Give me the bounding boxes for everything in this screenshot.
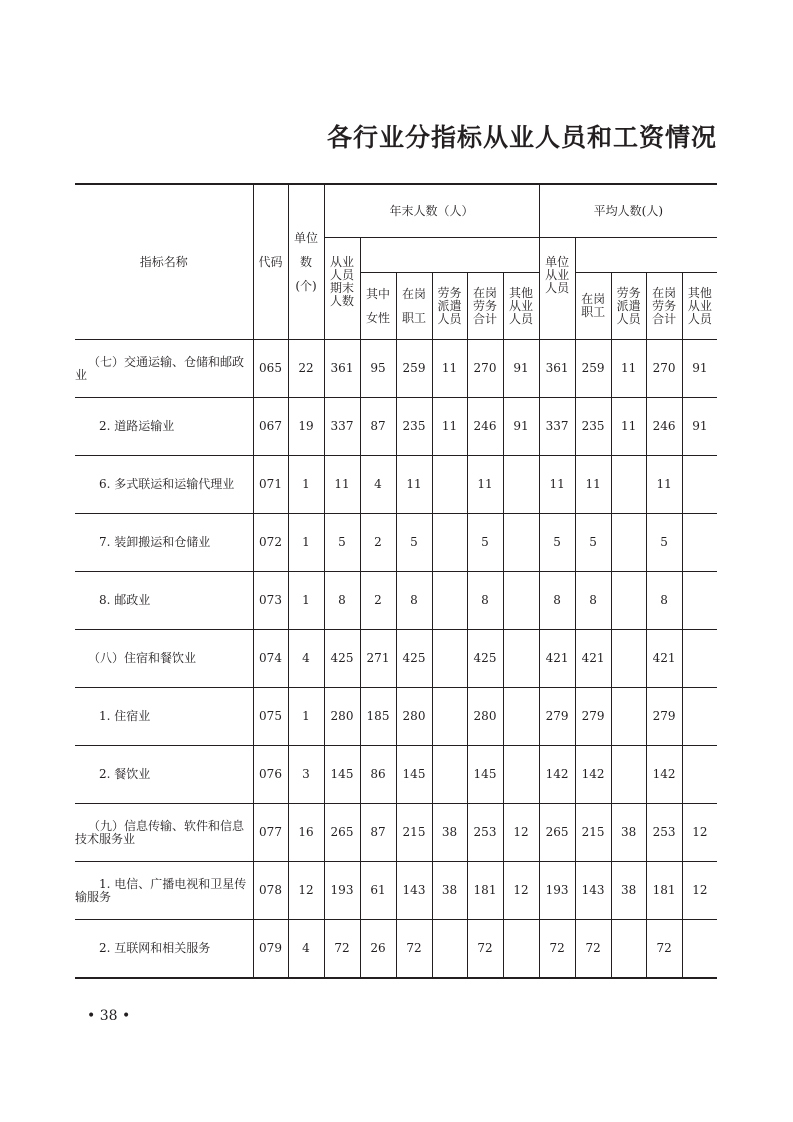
row-value xyxy=(432,746,467,804)
row-value: 12 xyxy=(682,862,717,920)
row-value xyxy=(611,572,646,630)
row-code: 071 xyxy=(253,456,288,514)
header-units-line: 单位 xyxy=(293,231,318,245)
row-units: 12 xyxy=(288,862,324,920)
row-name: 7. 装卸搬运和仓储业 xyxy=(75,514,253,572)
row-units: 4 xyxy=(288,630,324,688)
row-value: 337 xyxy=(539,398,575,456)
row-units: 3 xyxy=(288,746,324,804)
row-value: 181 xyxy=(467,862,503,920)
header-name: 指标名称 xyxy=(75,184,253,340)
row-code: 075 xyxy=(253,688,288,746)
row-value xyxy=(503,920,539,979)
row-value xyxy=(432,920,467,979)
row-value: 11 xyxy=(467,456,503,514)
row-value: 270 xyxy=(646,340,682,398)
row-value: 38 xyxy=(611,804,646,862)
row-value: 5 xyxy=(646,514,682,572)
row-code: 073 xyxy=(253,572,288,630)
row-value: 12 xyxy=(503,804,539,862)
row-value: 4 xyxy=(360,456,396,514)
row-value: 145 xyxy=(396,746,432,804)
header-col-label: 单位 从业 人员 xyxy=(545,255,570,295)
row-value: 421 xyxy=(575,630,611,688)
row-value: 361 xyxy=(324,340,360,398)
row-value xyxy=(503,572,539,630)
row-value: 143 xyxy=(396,862,432,920)
row-units: 1 xyxy=(288,572,324,630)
table-row xyxy=(75,746,717,804)
row-value: 425 xyxy=(324,630,360,688)
row-value: 72 xyxy=(539,920,575,979)
row-value: 11 xyxy=(539,456,575,514)
row-value: 26 xyxy=(360,920,396,979)
table-row xyxy=(75,456,717,514)
header-year-end-group: 年末人数（人） xyxy=(324,184,539,238)
header-col xyxy=(682,273,717,340)
table-row xyxy=(75,630,717,688)
row-value: 38 xyxy=(432,804,467,862)
row-code: 067 xyxy=(253,398,288,456)
row-value: 91 xyxy=(503,340,539,398)
row-value xyxy=(682,514,717,572)
header-col xyxy=(467,273,503,340)
row-units: 1 xyxy=(288,514,324,572)
table-row xyxy=(75,514,717,572)
row-value: 11 xyxy=(396,456,432,514)
header-col xyxy=(539,238,575,340)
row-value xyxy=(611,456,646,514)
page-number: • 38 • xyxy=(87,1008,131,1024)
row-value: 279 xyxy=(646,688,682,746)
row-value: 86 xyxy=(360,746,396,804)
row-value: 235 xyxy=(575,398,611,456)
header-col xyxy=(432,273,467,340)
row-value: 246 xyxy=(467,398,503,456)
row-value xyxy=(503,746,539,804)
row-name: 2. 餐饮业 xyxy=(75,746,253,804)
page-title: 各行业分指标从业人员和工资情况 xyxy=(326,123,717,152)
row-value: 91 xyxy=(503,398,539,456)
row-value: 11 xyxy=(432,398,467,456)
header-col xyxy=(575,273,611,340)
row-units: 1 xyxy=(288,456,324,514)
row-value: 11 xyxy=(646,456,682,514)
header-units-line: (个) xyxy=(295,279,317,293)
header-code: 代码 xyxy=(253,184,288,340)
header-spacer xyxy=(575,238,717,273)
row-value xyxy=(682,572,717,630)
row-value xyxy=(503,630,539,688)
row-value: 91 xyxy=(682,340,717,398)
row-value: 279 xyxy=(539,688,575,746)
row-value: 5 xyxy=(324,514,360,572)
employment-wage-table xyxy=(75,183,717,979)
row-value: 12 xyxy=(503,862,539,920)
header-col-label: 在岗 职工 xyxy=(401,287,426,325)
row-value xyxy=(503,688,539,746)
table-row xyxy=(75,572,717,630)
row-value: 145 xyxy=(467,746,503,804)
header-col xyxy=(360,273,396,340)
row-value: 2 xyxy=(360,514,396,572)
header-average-group: 平均人数(人) xyxy=(539,184,717,238)
row-value xyxy=(611,746,646,804)
row-value: 145 xyxy=(324,746,360,804)
header-col-label: 在岗 劳务 合计 xyxy=(652,285,677,326)
table-row xyxy=(75,340,717,398)
table-row xyxy=(75,862,717,920)
row-value xyxy=(432,514,467,572)
row-value: 11 xyxy=(324,456,360,514)
row-value: 11 xyxy=(575,456,611,514)
row-value xyxy=(432,456,467,514)
row-value xyxy=(611,630,646,688)
row-name: （七）交通运输、仓储和邮政业 xyxy=(75,340,253,398)
row-value: 61 xyxy=(360,862,396,920)
table-row xyxy=(75,398,717,456)
row-value: 181 xyxy=(646,862,682,920)
row-name: 2. 道路运输业 xyxy=(75,398,253,456)
row-value: 185 xyxy=(360,688,396,746)
row-units: 16 xyxy=(288,804,324,862)
row-value: 38 xyxy=(432,862,467,920)
row-value: 72 xyxy=(467,920,503,979)
header-col-label: 从业 人员 期末 人数 xyxy=(329,255,354,308)
row-value: 5 xyxy=(467,514,503,572)
row-value: 361 xyxy=(539,340,575,398)
row-value: 91 xyxy=(682,398,717,456)
row-value: 421 xyxy=(646,630,682,688)
row-value xyxy=(682,456,717,514)
header-col-label: 劳务 派遣 人员 xyxy=(437,285,462,326)
row-name: （九）信息传输、软件和信息技术服务业 xyxy=(75,804,253,862)
row-value: 8 xyxy=(324,572,360,630)
row-value: 38 xyxy=(611,862,646,920)
row-code: 077 xyxy=(253,804,288,862)
row-value: 215 xyxy=(575,804,611,862)
row-value: 72 xyxy=(324,920,360,979)
row-value: 95 xyxy=(360,340,396,398)
row-name: 1. 住宿业 xyxy=(75,688,253,746)
row-value: 235 xyxy=(396,398,432,456)
row-units: 4 xyxy=(288,920,324,979)
row-value: 8 xyxy=(467,572,503,630)
row-value: 337 xyxy=(324,398,360,456)
row-value: 253 xyxy=(467,804,503,862)
row-value xyxy=(682,688,717,746)
row-value: 87 xyxy=(360,398,396,456)
row-value xyxy=(432,630,467,688)
row-code: 076 xyxy=(253,746,288,804)
row-value: 246 xyxy=(646,398,682,456)
row-value: 5 xyxy=(539,514,575,572)
row-value: 8 xyxy=(646,572,682,630)
header-spacer xyxy=(360,238,539,273)
row-code: 065 xyxy=(253,340,288,398)
row-value: 143 xyxy=(575,862,611,920)
row-name: （八）住宿和餐饮业 xyxy=(75,630,253,688)
row-code: 078 xyxy=(253,862,288,920)
row-code: 072 xyxy=(253,514,288,572)
row-value: 193 xyxy=(539,862,575,920)
row-value: 425 xyxy=(396,630,432,688)
row-value xyxy=(682,746,717,804)
row-value xyxy=(611,920,646,979)
header-col-label: 在岗 职工 xyxy=(581,292,606,319)
row-name: 6. 多式联运和运输代理业 xyxy=(75,456,253,514)
row-value: 421 xyxy=(539,630,575,688)
row-value: 193 xyxy=(324,862,360,920)
row-value: 265 xyxy=(539,804,575,862)
row-value xyxy=(611,514,646,572)
header-col xyxy=(611,273,646,340)
row-value: 11 xyxy=(432,340,467,398)
row-value: 72 xyxy=(396,920,432,979)
row-value: 5 xyxy=(575,514,611,572)
row-units: 19 xyxy=(288,398,324,456)
row-value: 87 xyxy=(360,804,396,862)
row-value: 142 xyxy=(646,746,682,804)
row-value: 280 xyxy=(467,688,503,746)
row-value: 279 xyxy=(575,688,611,746)
row-value: 11 xyxy=(611,340,646,398)
row-value xyxy=(503,456,539,514)
header-col xyxy=(324,238,360,340)
header-col-label: 其他 从业 人员 xyxy=(687,285,712,326)
row-value: 12 xyxy=(682,804,717,862)
row-value: 253 xyxy=(646,804,682,862)
row-value: 259 xyxy=(575,340,611,398)
header-units-line: 数 xyxy=(299,255,312,269)
row-value: 72 xyxy=(575,920,611,979)
row-value: 5 xyxy=(396,514,432,572)
header-col-label: 劳务 派遣 人员 xyxy=(616,285,641,326)
header-col xyxy=(503,273,539,340)
row-value xyxy=(432,688,467,746)
row-value: 2 xyxy=(360,572,396,630)
row-value: 72 xyxy=(646,920,682,979)
row-units: 1 xyxy=(288,688,324,746)
row-value xyxy=(682,630,717,688)
header-col-label: 在岗 劳务 合计 xyxy=(472,285,497,326)
header-col-label: 其他 从业 人员 xyxy=(509,285,534,326)
row-code: 074 xyxy=(253,630,288,688)
row-name: 2. 互联网和相关服务 xyxy=(75,920,253,979)
row-code: 079 xyxy=(253,920,288,979)
row-value: 280 xyxy=(324,688,360,746)
row-value xyxy=(503,514,539,572)
row-value xyxy=(611,688,646,746)
header-col xyxy=(646,273,682,340)
header-col-label: 其中 女性 xyxy=(365,287,390,325)
row-value: 425 xyxy=(467,630,503,688)
row-value: 142 xyxy=(539,746,575,804)
row-value: 259 xyxy=(396,340,432,398)
row-value xyxy=(682,920,717,979)
row-units: 22 xyxy=(288,340,324,398)
row-value: 142 xyxy=(575,746,611,804)
header-units xyxy=(288,184,324,340)
row-value: 215 xyxy=(396,804,432,862)
row-name: 8. 邮政业 xyxy=(75,572,253,630)
row-name: 1. 电信、广播电视和卫星传输服务 xyxy=(75,862,253,920)
row-value xyxy=(432,572,467,630)
row-value: 11 xyxy=(611,398,646,456)
row-value: 8 xyxy=(396,572,432,630)
row-value: 8 xyxy=(575,572,611,630)
row-value: 280 xyxy=(396,688,432,746)
row-value: 265 xyxy=(324,804,360,862)
row-value: 8 xyxy=(539,572,575,630)
header-col xyxy=(396,273,432,340)
table-row xyxy=(75,804,717,862)
row-value: 271 xyxy=(360,630,396,688)
table-row xyxy=(75,688,717,746)
row-value: 270 xyxy=(467,340,503,398)
table-row xyxy=(75,920,717,979)
